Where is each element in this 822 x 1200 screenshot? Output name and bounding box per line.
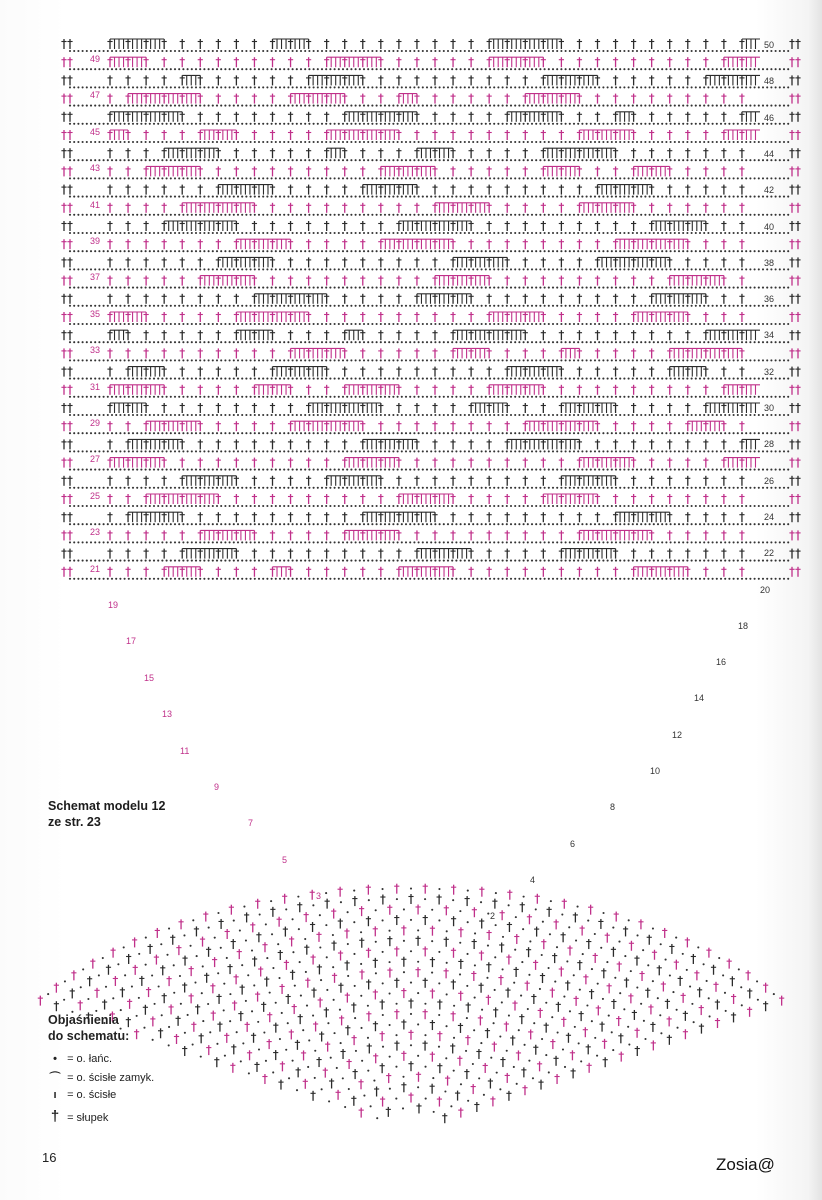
row-label-odd: 39 [90, 236, 101, 246]
row-label-even: 50 [764, 40, 775, 50]
row-label-even: 38 [764, 257, 775, 268]
row-label-even: 36 [764, 294, 775, 305]
row-label-odd: 27 [90, 454, 101, 465]
row-label-even: 8 [610, 802, 616, 813]
row-label-odd: 21 [90, 563, 101, 574]
watermark: Zosia@ [716, 1155, 775, 1174]
legend-item-chain [46, 1052, 112, 1066]
row-label-odd: 41 [90, 199, 101, 210]
row-label-odd: 19 [108, 600, 119, 610]
row-label-even: 40 [764, 221, 775, 232]
row-label-odd: 9 [214, 782, 220, 792]
schema-caption-line2: ze str. 23 [48, 815, 101, 829]
row-label-even: 10 [650, 766, 661, 776]
row-label-odd: 13 [162, 709, 173, 720]
row-label-odd: 15 [144, 672, 155, 683]
row-label-odd: 45 [90, 126, 101, 137]
row-label-odd: 49 [90, 54, 101, 64]
row-label-even: 18 [738, 620, 749, 631]
row-label-even: 48 [764, 76, 775, 87]
row-label-even: 24 [764, 511, 775, 522]
legend-title-line1: Objaśnienia [48, 1013, 119, 1027]
row-label-odd: 7 [248, 818, 254, 829]
row-label-odd: 31 [90, 381, 101, 392]
row-label-even: 34 [764, 330, 775, 341]
row-label-even: 20 [760, 584, 771, 595]
row-label-odd: 35 [90, 308, 101, 319]
row-label-even: 4 [530, 874, 536, 885]
slip-close-symbol-icon: ⌒ [49, 1072, 61, 1084]
row-label-even: 2 [490, 911, 496, 922]
row-label-odd: 33 [90, 345, 101, 356]
row-label-even: 14 [694, 693, 705, 704]
legend-item-text: = o. łańc. [67, 1053, 113, 1065]
legend-item-text: = o. ścisłe [67, 1089, 117, 1101]
legend-title-line2: do schematu: [48, 1029, 130, 1043]
row-label-odd: 23 [90, 527, 101, 538]
row-label-even: 28 [764, 439, 775, 450]
row-label-even: 30 [764, 403, 775, 413]
row-label-even: 12 [672, 729, 683, 740]
dagger-symbol-icon: † [50, 1108, 60, 1125]
row-label-even: 26 [764, 475, 775, 486]
legend-title [48, 1012, 198, 1044]
legend-item-double-crochet [46, 1110, 108, 1125]
legend-item-text: = słupek [67, 1112, 109, 1124]
row-label-odd: 37 [90, 272, 101, 283]
legend-item-text: = o. ścisłe zamyk. [67, 1072, 155, 1084]
row-label-odd: 43 [90, 163, 101, 174]
row-label-even: 16 [716, 657, 727, 668]
legend-item-slip-close [46, 1071, 154, 1085]
row-label-even: 44 [764, 148, 775, 159]
slip-symbol-icon: ı [53, 1089, 57, 1101]
schema-caption-line1: Schemat modelu 12 [48, 799, 166, 813]
row-label-even: 42 [764, 185, 775, 196]
chain-symbol-icon: • [53, 1053, 57, 1065]
row-label-odd: 5 [282, 854, 288, 865]
row-label-odd: 17 [126, 636, 137, 647]
row-label-odd: 3 [316, 891, 322, 902]
row-label-even: 32 [764, 366, 775, 377]
row-label-odd: 29 [90, 418, 101, 428]
row-label-even: 22 [764, 548, 775, 559]
row-label-even: 46 [764, 112, 775, 123]
row-label-odd: 25 [90, 490, 101, 501]
schema-caption [48, 798, 218, 830]
row-label-odd: 11 [180, 745, 190, 756]
row-label-even: 6 [570, 838, 576, 849]
legend-item-slip [46, 1088, 116, 1102]
page-number: 16 [42, 1150, 57, 1165]
row-label-odd: 47 [90, 90, 101, 101]
